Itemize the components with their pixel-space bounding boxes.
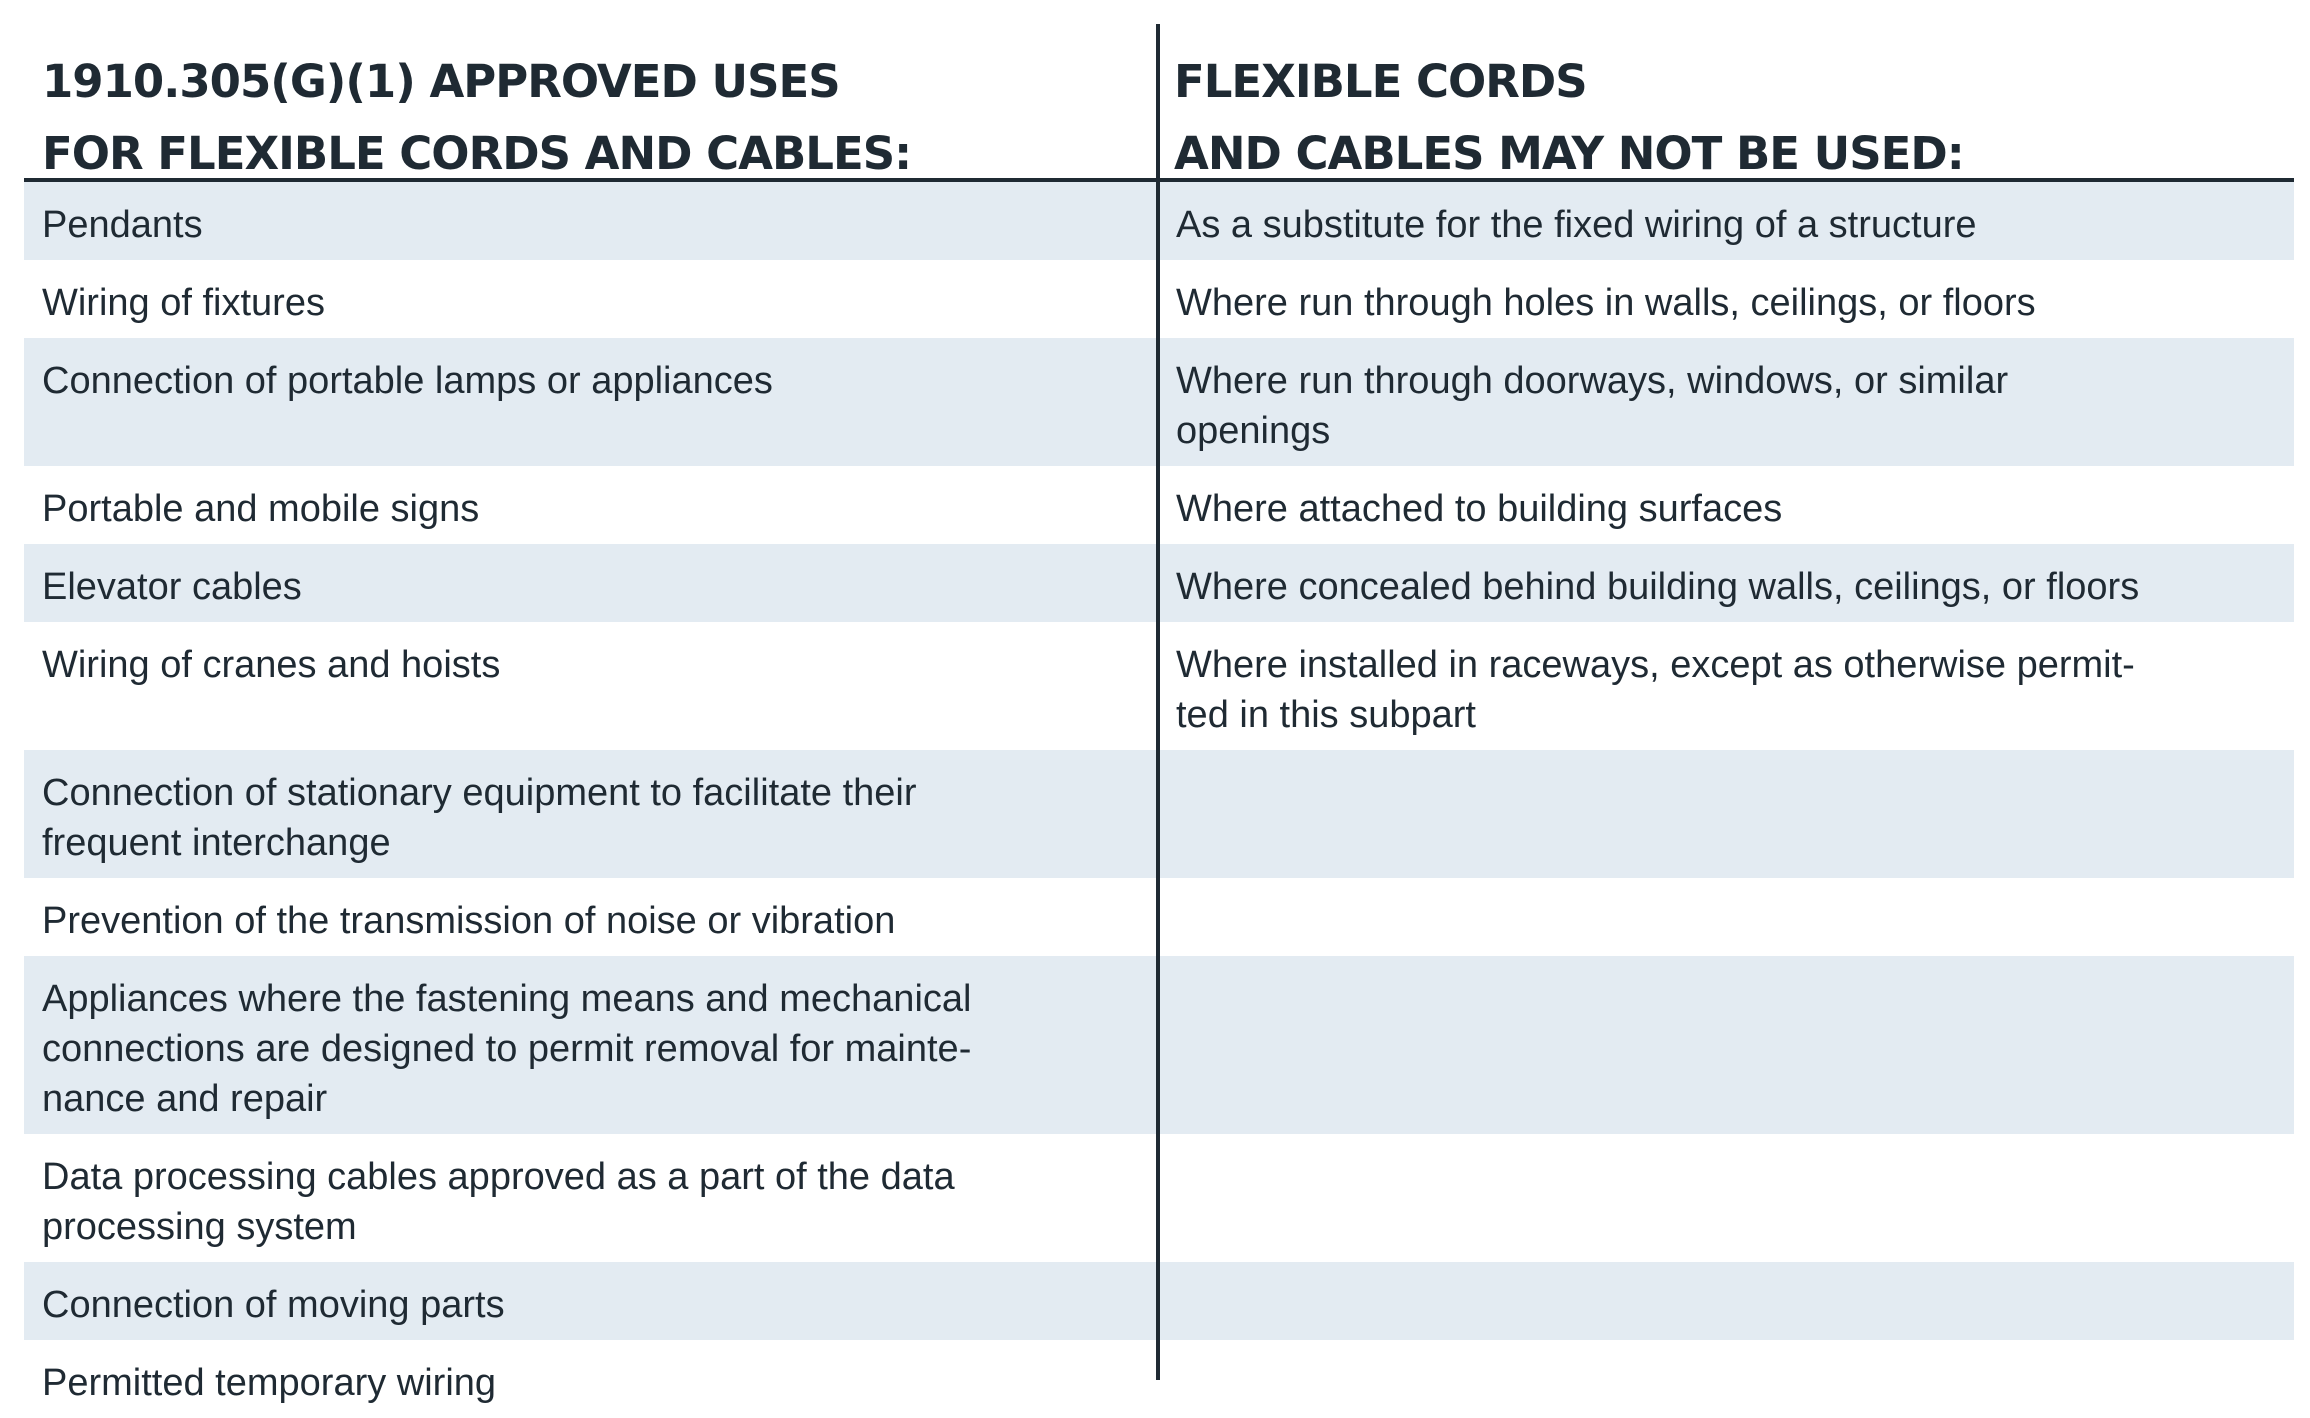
header-approved-uses [24, 24, 1158, 178]
approved-use-text: Portable and mobile signs [42, 488, 480, 530]
approved-use-cell [24, 878, 1158, 956]
approved-use-text: Wiring of fixtures [42, 282, 325, 324]
approved-use-cell [24, 1340, 1158, 1418]
approved-use-text: Connection of stationary equipment to facilitate their [42, 772, 917, 814]
not-used-cell [1158, 750, 2294, 878]
approved-use-text: connections are designed to permit removal for mainte- [42, 1028, 972, 1070]
not-used-cell [1158, 1134, 2294, 1262]
approved-use-cell [24, 338, 1158, 466]
approved-use-text: Connection of moving parts [42, 1284, 505, 1326]
approved-use-cell [24, 182, 1158, 260]
approved-use-text: Prevention of the transmission of noise or vibration [42, 900, 896, 942]
approved-use-cell [24, 956, 1158, 1134]
approved-use-text: Elevator cables [42, 566, 302, 608]
approved-use-text: Permitted temporary wiring [42, 1362, 497, 1404]
approved-use-text: Wiring of cranes and hoists [42, 644, 501, 686]
approved-use-text: nance and repair [42, 1078, 328, 1120]
uses-table [24, 24, 2294, 1418]
not-used-cell [1158, 622, 2294, 750]
approved-use-cell [24, 544, 1158, 622]
approved-use-cell [24, 1134, 1158, 1262]
not-used-text: Where concealed behind building walls, ceilings, or floors [1176, 566, 2140, 608]
not-used-cell [1158, 466, 2294, 544]
approved-use-cell [24, 1262, 1158, 1340]
not-used-text: As a substitute for the fixed wiring of a structure [1176, 204, 1977, 246]
approved-use-text: Appliances where the fastening means and mechanical [42, 978, 972, 1020]
column-divider [1156, 24, 1160, 1380]
not-used-cell [1158, 956, 2294, 1134]
header-right-line-1: FLEXIBLE CORDS [1174, 55, 1587, 108]
approved-use-text: processing system [42, 1206, 357, 1248]
header-left-line-2: FOR FLEXIBLE CORDS AND CABLES: [42, 127, 912, 180]
approved-use-text: Data processing cables approved as a part of the data [42, 1156, 955, 1198]
not-used-text: Where attached to building surfaces [1176, 488, 1783, 530]
not-used-text: Where run through doorways, windows, or similar [1176, 360, 2009, 402]
header-left-line-1: 1910.305(G)(1) APPROVED USES [42, 55, 840, 108]
not-used-text: Where run through holes in walls, ceilings, or floors [1176, 282, 2036, 324]
not-used-text: ted in this subpart [1176, 694, 1476, 736]
not-used-cell [1158, 182, 2294, 260]
approved-use-text: Connection of portable lamps or appliances [42, 360, 773, 402]
not-used-text: Where installed in raceways, except as otherwise permit- [1176, 644, 2135, 686]
approved-use-text: Pendants [42, 204, 203, 246]
approved-use-cell [24, 622, 1158, 750]
approved-use-cell [24, 466, 1158, 544]
not-used-cell [1158, 1340, 2294, 1418]
approved-use-cell [24, 750, 1158, 878]
not-used-cell [1158, 544, 2294, 622]
not-used-cell [1158, 1262, 2294, 1340]
header-may-not-be-used [1158, 24, 2294, 178]
approved-use-cell [24, 260, 1158, 338]
not-used-cell [1158, 260, 2294, 338]
approved-use-text: frequent interchange [42, 822, 391, 864]
not-used-cell [1158, 878, 2294, 956]
not-used-text: openings [1176, 410, 1331, 452]
header-right-line-2: AND CABLES MAY NOT BE USED: [1174, 127, 1964, 180]
not-used-cell [1158, 338, 2294, 466]
